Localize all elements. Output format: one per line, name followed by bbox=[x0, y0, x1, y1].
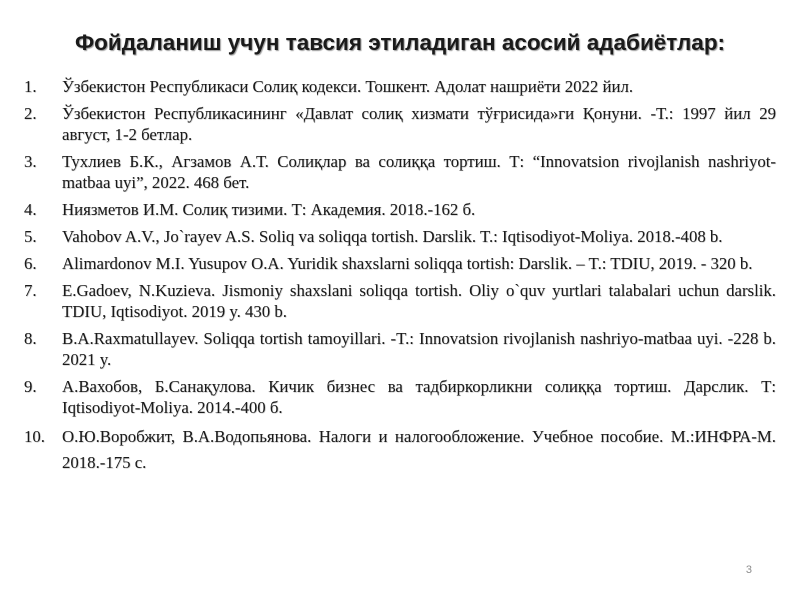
reference-text: Ниязметов И.М. Солиқ тизими. Т: Академия. 2018.-162 б. bbox=[62, 200, 476, 219]
reference-item bbox=[24, 199, 776, 220]
reference-item bbox=[24, 424, 776, 476]
reference-number: 6. bbox=[24, 254, 37, 273]
reference-number: 8. bbox=[24, 329, 37, 348]
page-number: 3 bbox=[745, 564, 752, 576]
reference-number: 9. bbox=[24, 377, 37, 396]
reference-item bbox=[24, 226, 776, 247]
reference-number: 4. bbox=[24, 200, 37, 219]
reference-number: 10. bbox=[24, 427, 45, 446]
reference-item bbox=[24, 328, 776, 370]
reference-number: 5. bbox=[24, 227, 37, 246]
reference-list bbox=[24, 76, 776, 482]
slide-title: Фойдаланиш учун тавсия этиладиган асосий адабиётлар: bbox=[74, 30, 726, 55]
reference-text: E.Gadoev, N.Kuzieva. Jismoniy shaxslani soliqqa tortish. Oliy o`quv yurtlari talabalari uchun darslik. TDIU, Iqtisodiyot. 2019 y. 430 b. bbox=[62, 281, 776, 321]
reference-number: 7. bbox=[24, 281, 37, 300]
reference-item bbox=[24, 76, 776, 97]
reference-text: Ўзбекистон Республикаси Солиқ кодекси. Тошкент. Адолат нашриёти 2022 йил. bbox=[62, 77, 634, 96]
reference-text: О.Ю.Воробжит, В.А.Водопьянова. Налоги и налогообложение. Учебное пособие. М.:ИНФРА-М. 2018.-175 с. bbox=[62, 427, 776, 472]
reference-item bbox=[24, 103, 776, 145]
reference-item bbox=[24, 253, 776, 274]
reference-text: Alimardonov M.I. Yusupov O.A. Yuridik shaxslarni soliqqa tortish: Darslik. – T.: TDIU, 2019. - 320 b. bbox=[62, 254, 753, 273]
reference-text: B.A.Raxmatullayev. Soliqqa tortish tamoyillari. -T.: Innovatsion rivojlanish nashriyo-matbaa uyi. -228 b. 2021 y. bbox=[62, 329, 776, 369]
reference-text: Vahobov A.V., Jo`rayev A.S. Soliq va soliqqa tortish. Darslik. T.: Iqtisodiyot-Moliya. 2018.-408 b. bbox=[62, 227, 723, 246]
reference-text: А.Вахобов, Б.Санақулова. Кичик бизнес ва тадбиркорликни солиққа тортиш. Дарслик. Т: Iqtisodiyot-Moliya. 2014.-400 б. bbox=[62, 377, 776, 417]
reference-item bbox=[24, 376, 776, 418]
reference-number: 2. bbox=[24, 104, 37, 123]
reference-number: 3. bbox=[24, 152, 37, 171]
reference-item bbox=[24, 151, 776, 193]
reference-text: Ўзбекистон Республикасининг «Давлат солиқ хизмати тўғрисида»ги Қонуни. -Т.: 1997 йил 29 август, 1-2 бетлар. bbox=[62, 104, 776, 144]
reference-text: Тухлиев Б.К., Агзамов А.Т. Солиқлар ва солиққа тортиш. Т: “Innovatsion rivojlanish nashriyot-matbaa uyi”, 2022. 468 бет. bbox=[62, 152, 776, 192]
reference-number: 1. bbox=[24, 77, 37, 96]
reference-item bbox=[24, 280, 776, 322]
